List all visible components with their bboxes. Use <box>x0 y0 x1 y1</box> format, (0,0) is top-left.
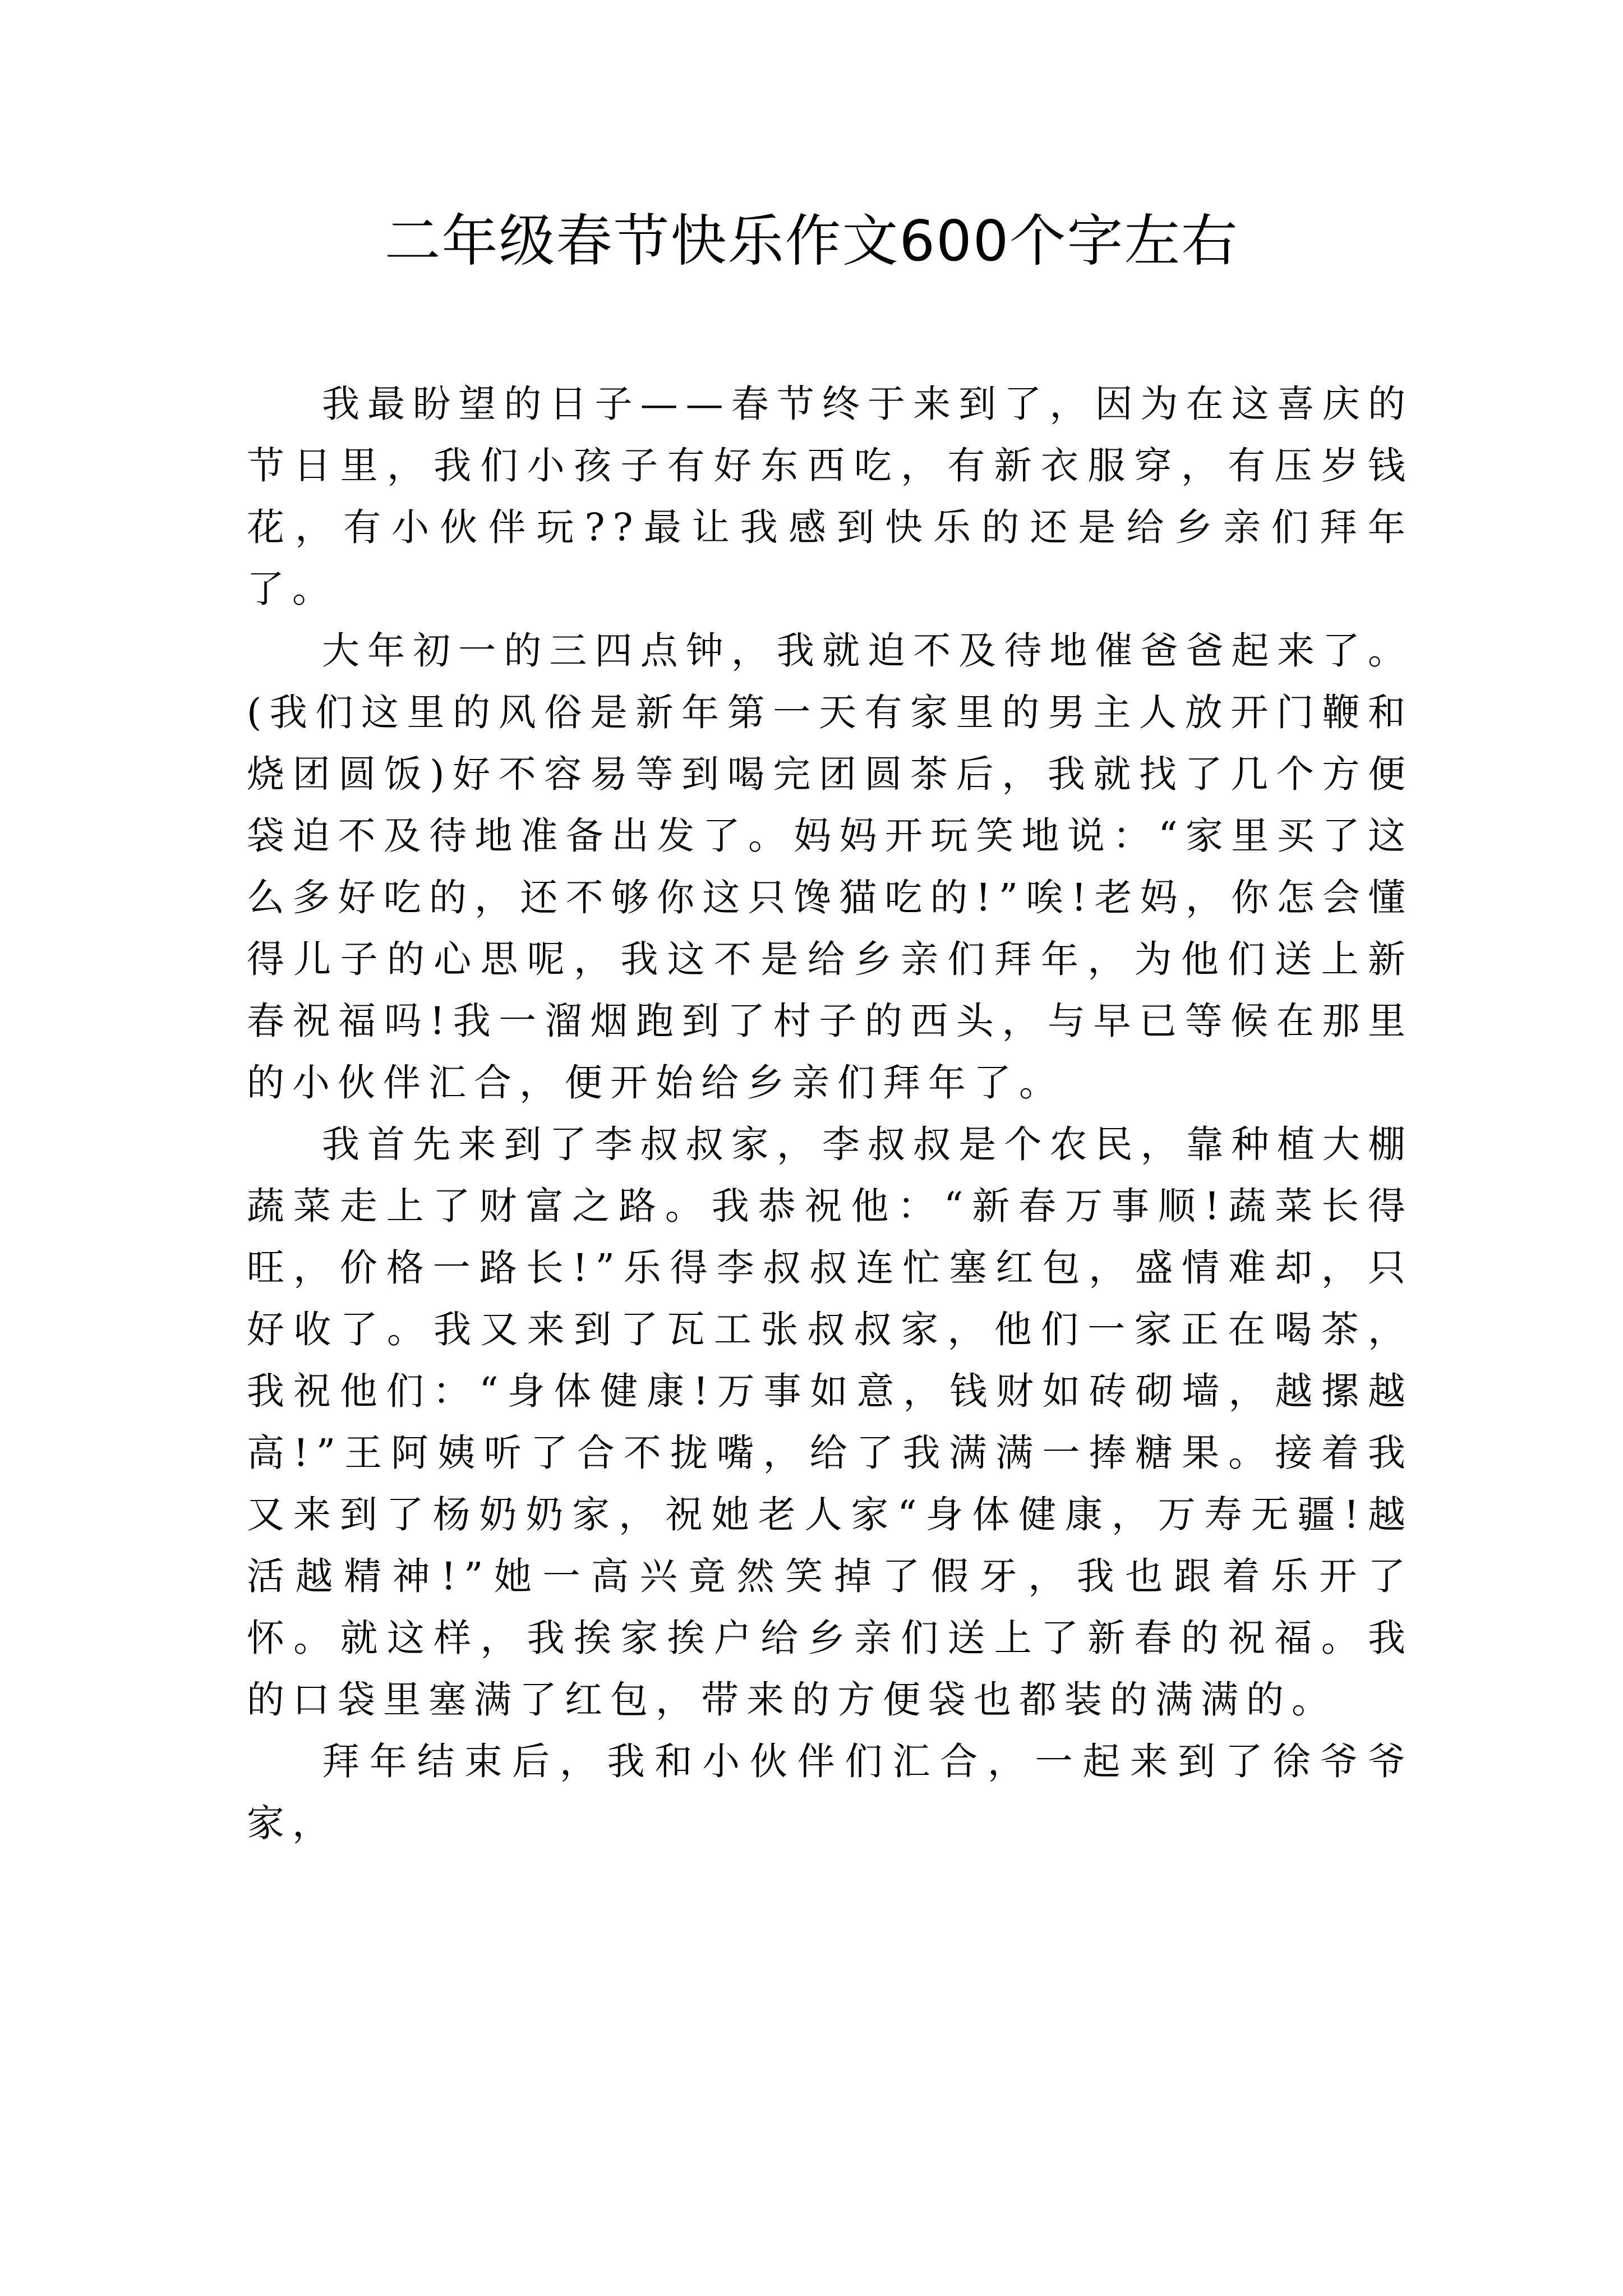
paragraph-4: 拜年结束后，我和小伙伴们汇合，一起来到了徐爷爷家， <box>247 1740 1413 1845</box>
paragraph-2: 大年初一的三四点钟，我就迫不及待地催爸爸起来了。(我们这里的风俗是新年第一天有家里的男主人放开门鞭和烧团圆饭)好不容易等到喝完团圆茶后，我就找了几个方便袋迫不及待地准备出发了。妈妈开玩笑地说：“家里买了这么多好吃的，还不够你这只馋猫吃的!”唉!老妈，你怎会懂得儿子的心思呢，我这不是给乡亲们拜年，为他们送上新春祝福吗!我一溜烟跑到了村子的西头，与早已等候在那里的小伙伴汇合，便开始给乡亲们拜年了。 <box>247 629 1413 1105</box>
document-body <box>247 373 1413 1854</box>
paragraph-3: 我首先来到了李叔叔家，李叔叔是个农民，靠种植大棚蔬菜走上了财富之路。我恭祝他：“新春万事顺!蔬菜长得旺，价格一路长!”乐得李叔叔连忙塞红包，盛情难却，只好收了。我又来到了瓦工张叔叔家，他们一家正在喝茶，我祝他们：“身体健康!万事如意，钱财如砖砌墙，越摞越高!”王阿姨听了合不拢嘴，给了我满满一捧糖果。接着我又来到了杨奶奶家，祝她老人家“身体健康，万寿无疆!越活越精神!”她一高兴竟然笑掉了假牙，我也跟着乐开了怀。就这样，我挨家挨户给乡亲们送上了新春的祝福。我的口袋里塞满了红包，带来的方便袋也都装的满满的。 <box>247 1122 1413 1722</box>
document-title: 二年级春节快乐作文600个字左右 <box>384 208 1239 274</box>
paragraph-1: 我最盼望的日子——春节终于来到了，因为在这喜庆的节日里，我们小孩子有好东西吃，有新衣服穿，有压岁钱花，有小伙伴玩??最让我感到快乐的还是给乡亲们拜年了。 <box>247 382 1413 611</box>
